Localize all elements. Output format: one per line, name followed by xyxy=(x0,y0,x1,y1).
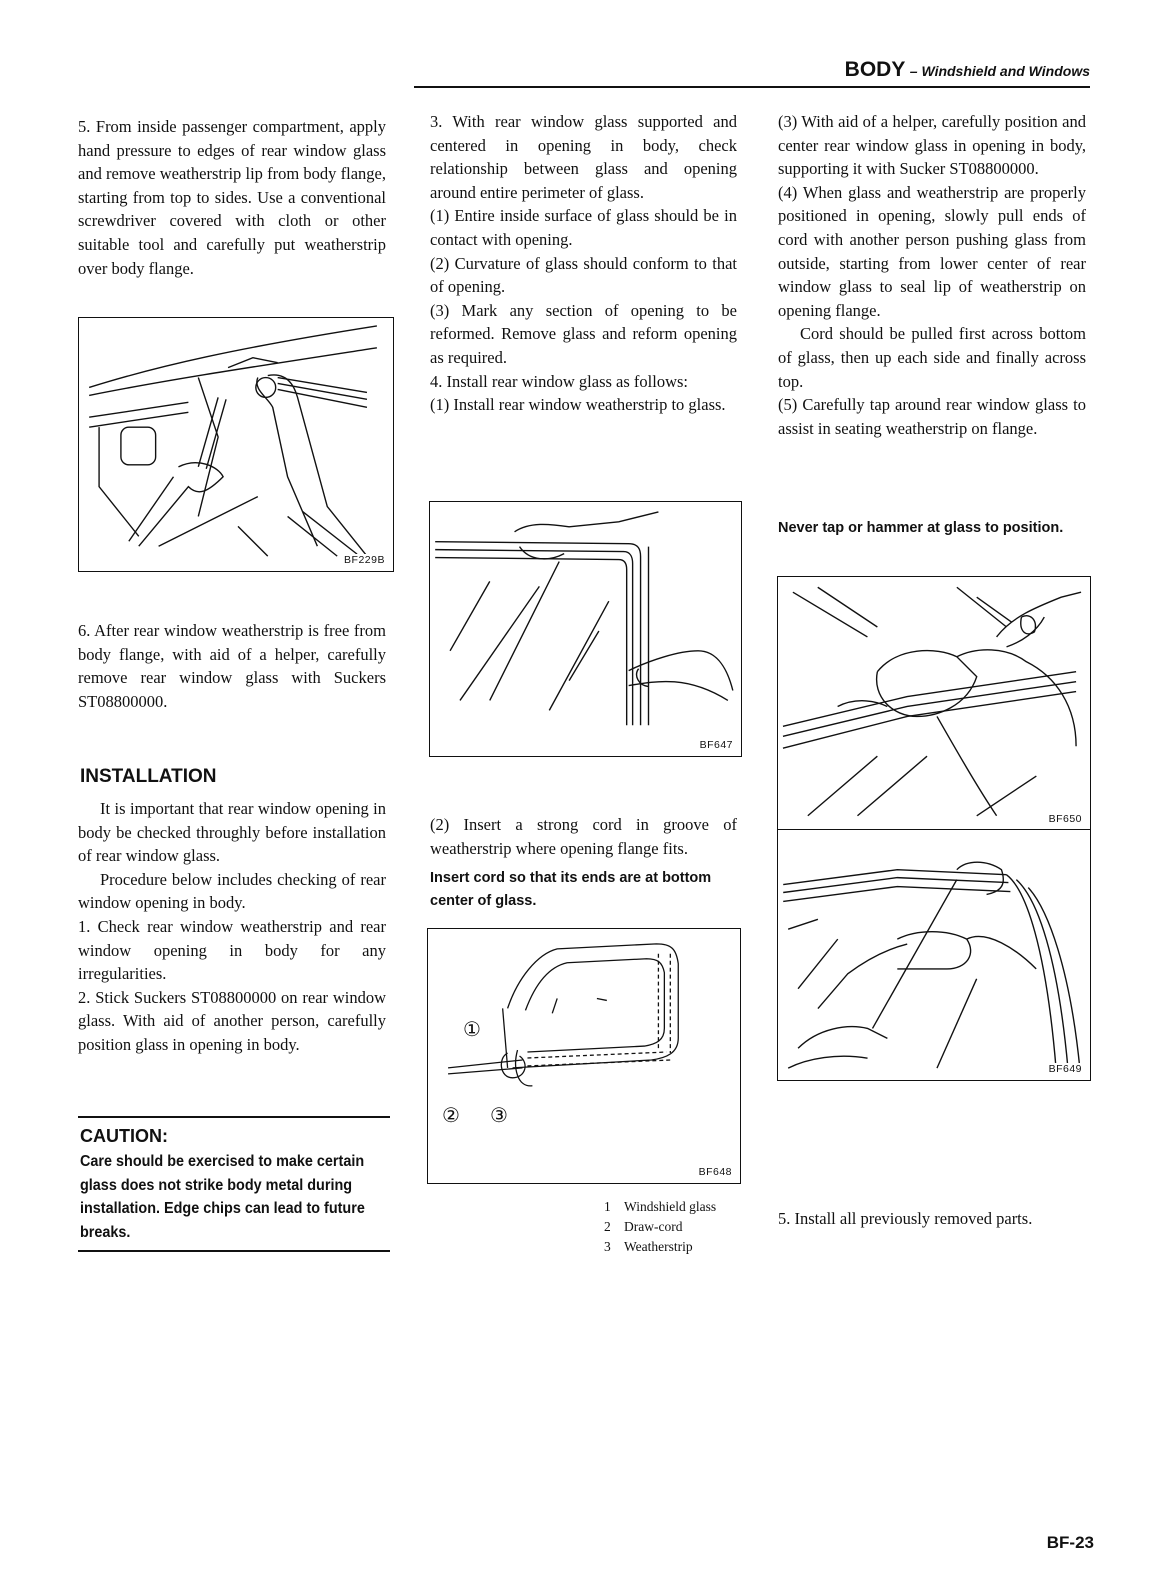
col3-warning: Never tap or hammer at glass to position. xyxy=(778,520,1064,536)
figure-id-bf649: BF649 xyxy=(1048,1063,1082,1075)
caution-text: Care should be exercised to make certain glass does not strike body metal during installation. Edge chips can lead to future breaks. xyxy=(80,1153,365,1241)
col1-step5-block xyxy=(78,115,386,280)
col1-step6-block xyxy=(78,619,386,713)
col2-step3: 3. With rear window glass supported and centered in opening in body, check relationship between glass and opening around entire perimeter of glass. xyxy=(430,112,737,202)
figure-id-bf648: BF648 xyxy=(698,1166,732,1178)
col2-sub3: (3) Mark any section of opening to be reformed. Remove glass and reform opening as required. xyxy=(430,300,737,367)
callout-2: ② xyxy=(442,1105,460,1127)
figure-bf648-drawing xyxy=(428,929,740,1183)
figure-bf650 xyxy=(777,576,1091,830)
header-rule xyxy=(414,86,1090,88)
col3-text-block xyxy=(778,110,1086,440)
col3-sub3: (3) With aid of a helper, carefully position and center rear window glass in opening in body, supporting it with Sucker ST08800000. xyxy=(778,112,1086,179)
callout-3: ③ xyxy=(490,1105,508,1127)
figure-bf649-drawing xyxy=(778,830,1090,1080)
figure-id-bf647: BF647 xyxy=(699,739,733,751)
page-number: BF-23 xyxy=(1046,1533,1094,1552)
col1-procedure: Procedure below includes checking of rear window opening in body. xyxy=(78,869,386,913)
figure-bf648 xyxy=(427,928,741,1184)
figure-legend xyxy=(604,1197,716,1257)
figure-bf650-drawing xyxy=(778,577,1090,830)
caution-title: CAUTION: xyxy=(80,1126,168,1146)
callout-1: ① xyxy=(463,1019,481,1041)
running-header xyxy=(845,58,1090,82)
col3-sub5: (5) Carefully tap around rear window glass to assist in seating weatherstrip on flange. xyxy=(778,395,1086,438)
col2-sub4-2-block xyxy=(430,813,737,860)
col3-step5: 5. Install all previously removed parts. xyxy=(778,1209,1033,1228)
col1-step6: 6. After rear window weatherstrip is free from body flange, with aid of a helper, carefully remove rear window glass with Suckers ST08800000. xyxy=(78,621,386,711)
caution-bottom-rule xyxy=(78,1250,390,1252)
col2-sub4-2: (2) Insert a strong cord in groove of weatherstrip where opening flange fits. xyxy=(430,815,737,858)
installation-heading: INSTALLATION xyxy=(80,766,217,787)
col2-sub1: (1) Entire inside surface of glass should be in contact with opening. xyxy=(430,206,737,249)
col2-step3-block xyxy=(430,110,737,417)
figure-bf229b xyxy=(78,317,394,572)
caution-top-rule xyxy=(78,1116,390,1118)
header-section: BODY xyxy=(844,58,906,81)
legend-item: 1 Windshield glass xyxy=(604,1199,717,1214)
legend-item: 2 Draw-cord xyxy=(604,1219,683,1234)
col3-sub4: (4) When glass and weatherstrip are properly positioned in opening, slowly pull ends of cord with another person pushing glass from outside, starting from lower center of rear window glass to seal lip of weatherstrip on opening flange. xyxy=(778,182,1086,320)
figure-bf647 xyxy=(429,501,742,757)
col1-installation-block xyxy=(78,797,386,1057)
col2-sub2: (2) Curvature of glass should conform to that of opening. xyxy=(430,253,737,297)
col1-step5: 5. From inside passenger compartment, apply hand pressure to edges of rear window glass and remove weatherstrip lip from body flange, starting from top to sides. Use a conventional screwdriver covered with cloth or other suitable tool and carefully put weatherstrip over body flange. xyxy=(78,117,386,278)
figure-id-bf229b: BF229B xyxy=(344,554,385,566)
col2-sub4-1: (1) Install rear window weatherstrip to glass. xyxy=(430,395,726,415)
figure-bf649 xyxy=(777,829,1091,1081)
figure-id-bf650: BF650 xyxy=(1048,813,1082,825)
figure-bf229b-drawing xyxy=(79,318,393,571)
col1-intro: It is important that rear window opening in body be checked throughly before installation of rear window glass. xyxy=(78,799,386,866)
col3-cord-note: Cord should be pulled first across bottom of glass, then up each side and finally across top. xyxy=(778,324,1086,391)
col2-cord-note: Insert cord so that its ends are at bottom center of glass. xyxy=(430,870,712,909)
figure-bf647-drawing xyxy=(430,502,741,756)
legend-item: 3 Weatherstrip xyxy=(604,1239,693,1254)
col1-step1: 1. Check rear window weatherstrip and rear window opening in body for any irregularities. xyxy=(78,916,386,984)
col3-step5-block xyxy=(778,1207,1086,1231)
col1-step2: 2. Stick Suckers ST08800000 on rear window glass. With aid of another person, carefully position glass in opening in body. xyxy=(78,987,386,1054)
col2-step4: 4. Install rear window glass as follows: xyxy=(430,371,688,391)
header-subsection: – Windshield and Windows xyxy=(909,63,1090,79)
